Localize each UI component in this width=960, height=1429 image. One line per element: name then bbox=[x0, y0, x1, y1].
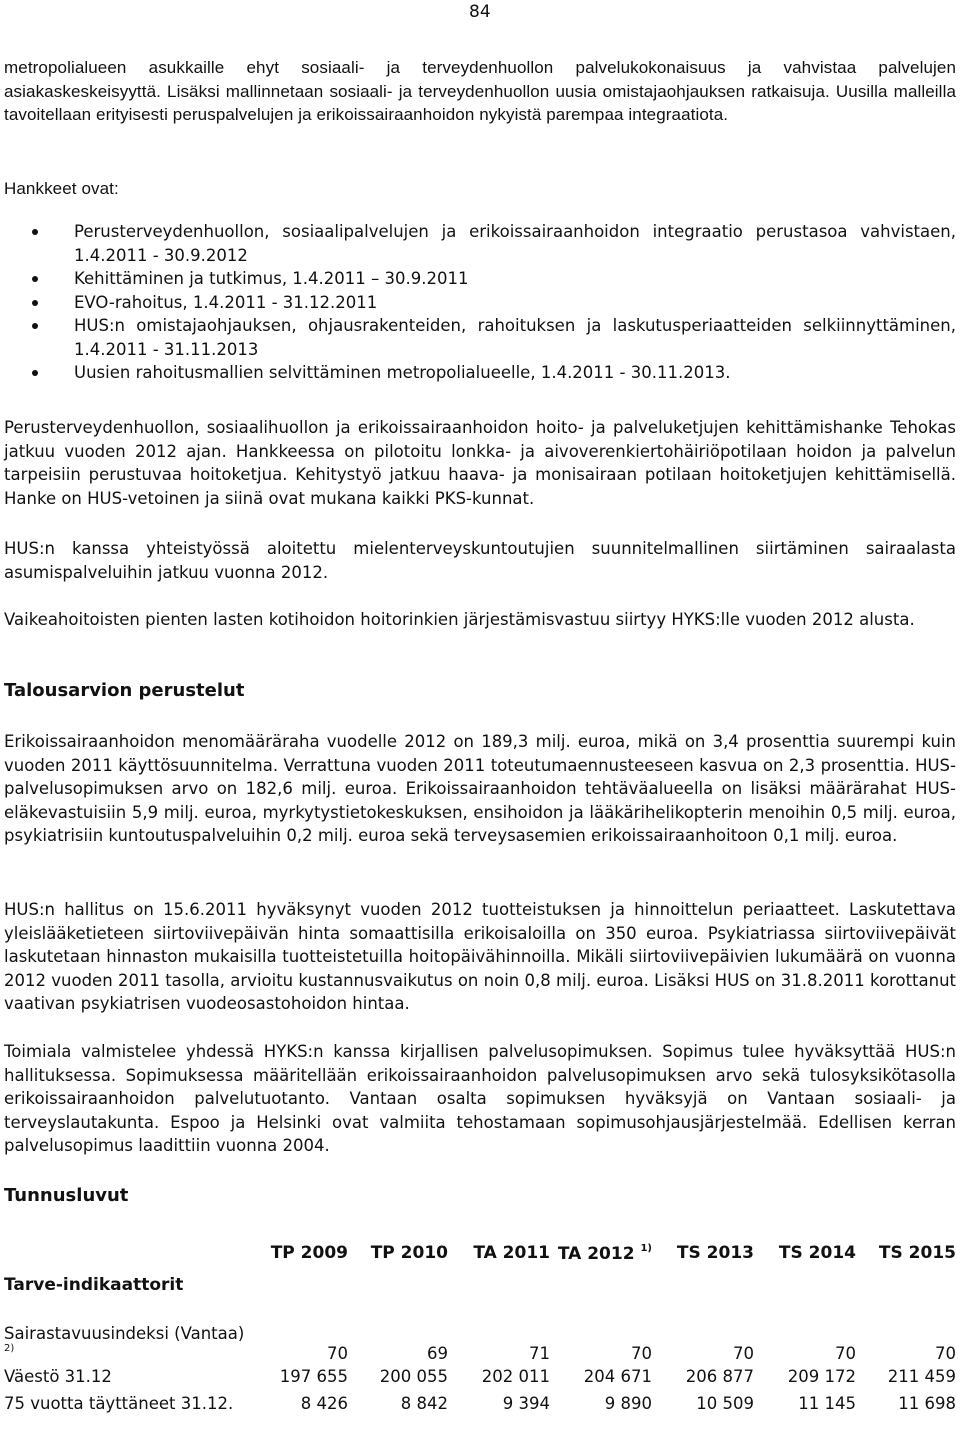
list-item: HUS:n omistajaohjauksen, ohjausrakenteiden, rahoituksen ja laskutusperiaatteiden selkiinnyttäminen, 1.4.2011 - 31.11.2013 bbox=[4, 314, 956, 361]
table-cell: 9 890 bbox=[604, 1394, 652, 1413]
tehokas-paragraph: Perusterveydenhuollon, sosiaalihuollon ja erikoissairaanhoidon hoito- ja palveluketjujen kehittämishanke Tehokas jatkuu vuoden 2012 ajan. Hankkeessa on pilotoitu lonkka- ja aivoverenkiertohäiriöpotilaan hoidon ja palvelun tarpeisiin perustuvaa hoitoketjua. Kehitystyö jatkuu haava- ja monisairaan potilaan hoitoketjujen kehittämisellä. Hanke on HUS-vetoinen ja siinä ovat mukana kaikki PKS-kunnat. bbox=[4, 418, 956, 508]
column-header: TS 2013 bbox=[676, 1243, 754, 1263]
table-cell: 10 509 bbox=[696, 1394, 754, 1413]
mielenterveys-paragraph: HUS:n kanssa yhteistyössä aloitettu mielenterveyskuntoutujien suunnitelmallinen siirtäminen sairaalasta asumispalveluihin jatkuu vuonna 2012. bbox=[4, 539, 956, 582]
table-row bbox=[2, 1324, 960, 1363]
column-header: TP 2009 bbox=[270, 1243, 348, 1263]
table-cell: 209 172 bbox=[787, 1367, 856, 1386]
hankkeet-label: Hankkeet ovat: bbox=[4, 179, 119, 198]
table-cell: 8 842 bbox=[400, 1394, 448, 1413]
table-cell: 69 bbox=[427, 1344, 448, 1363]
tunnusluvut-heading: Tunnusluvut bbox=[4, 1185, 129, 1206]
table-cell: 200 055 bbox=[379, 1367, 448, 1386]
vaikeahoitoiset-paragraph: Vaikeahoitoisten pienten lasten kotihoidon hoitorinkien järjestämisvastuu siirtyy HYKS:lle vuoden 2012 alusta. bbox=[4, 610, 915, 629]
column-header: TP 2010 bbox=[370, 1243, 448, 1263]
table-cell: 70 bbox=[631, 1344, 652, 1363]
row-label: 75 vuotta täyttäneet 31.12. bbox=[4, 1394, 234, 1413]
table-row bbox=[2, 1363, 960, 1390]
table-cell: 202 011 bbox=[481, 1367, 550, 1386]
table-cell: 70 bbox=[835, 1344, 856, 1363]
table-cell: 211 459 bbox=[887, 1367, 956, 1386]
column-header: TA 2012 $^{1)}$ bbox=[557, 1242, 652, 1264]
table-cell: 71 bbox=[529, 1344, 550, 1363]
page-number: 84 bbox=[469, 2, 491, 22]
table-cell: 11 698 bbox=[898, 1394, 956, 1413]
table-cell: 11 145 bbox=[798, 1394, 856, 1413]
table-subheader-row bbox=[2, 1268, 960, 1302]
column-header: TS 2015 bbox=[878, 1243, 956, 1263]
column-header: TS 2014 bbox=[778, 1243, 856, 1263]
table-header-row bbox=[2, 1238, 960, 1268]
table-cell: 206 877 bbox=[685, 1367, 754, 1386]
row-label: Sairastavuusindeksi (Vantaa) $^{2)}$ bbox=[4, 1324, 245, 1354]
talousarvio-paragraph-1: Erikoissairaanhoidon menomääräraha vuodelle 2012 on 189,3 milj. euroa, mikä on 3,4 prosenttia suurempi kuin vuoden 2011 käyttösuunnitelma. Verrattuna vuoden 2011 toteutumaennusteeseen kasvua on 2,3 prosenttia. HUS-palvelusopimuksen arvo on 182,6 milj. euroa. Erikoissairaanhoidon tehtäväalueella on lisäksi määrärahat HUS-eläkevastuisiin 5,9 milj. euroa, myrkytystietokeskuksen, ensihoidon ja lääkärihelikopterin menoihin 0,5 milj. euroa, psykiatrisiin kuntoutuspalveluihin 0,2 milj. euroa sekä terveysasemien erikoissairaanhoitoon 0,1 milj. euroa. bbox=[4, 732, 956, 845]
table-cell: 9 394 bbox=[502, 1394, 550, 1413]
list-item: Kehittäminen ja tutkimus, 1.4.2011 – 30.9.2011 bbox=[4, 267, 956, 291]
table-row bbox=[2, 1390, 960, 1417]
table-cell: 8 426 bbox=[300, 1394, 348, 1413]
table-cell: 197 655 bbox=[279, 1367, 348, 1386]
table-cell: 204 671 bbox=[583, 1367, 652, 1386]
list-item: EVO-rahoitus, 1.4.2011 - 31.12.2011 bbox=[4, 291, 956, 315]
list-item: Perusterveydenhuollon, sosiaalipalvelujen ja erikoissairaanhoidon integraatio perustasoa vahvistaen, 1.4.2011 - 30.9.2012 bbox=[4, 220, 956, 267]
talousarvio-heading: Talousarvion perustelut bbox=[4, 680, 245, 701]
footnote-marker: 1) bbox=[640, 1242, 652, 1254]
list-item: Uusien rahoitusmallien selvittäminen metropolialueelle, 1.4.2011 - 30.11.2013. bbox=[4, 361, 956, 385]
column-header: TA 2011 bbox=[473, 1243, 550, 1263]
talousarvio-paragraph-3: Toimiala valmistelee yhdessä HYKS:n kanssa kirjallisen palvelusopimuksen. Sopimus tulee hyväksyttää HUS:n hallituksessa. Sopimuksessa määritellään erikoissairaanhoidon palvelusopimuksen arvo sekä tulosyksikötasolla erikoissairaanhoidon palvelutuotanto. Vantaan osalta sopimuksen hyväksyjä on Vantaan sosiaali- ja terveyslautakunta. Espoo ja Helsinki ovat valmiita tehostamaan sopimusohjausjärjestelmää. Edellisen kerran palvelusopimus laadittiin vuonna 2004. bbox=[4, 1042, 956, 1155]
talousarvio-paragraph-2: HUS:n hallitus on 15.6.2011 hyväksynyt vuoden 2012 tuotteistuksen ja hinnoittelun periaatteet. Laskutettava yleislääketieteen siirtoviivepäivän hinta somaattisilla erikoisaloilla on 350 euroa. Psykiatriassa siirtoviivepäivät laskutetaan hinnaston mukaisilla tuotteistetuilla hoitopäivähinnoilla. Mikäli siirtoviivepäivien lukumäärä on vuonna 2012 vuoden 2011 tasolla, arvioitu kustannusvaikutus on noin 0,8 milj. euroa. Lisäksi HUS on 31.8.2011 korottanut vaativan psykiatrisen vuodeosastohoidon hintaa. bbox=[4, 900, 956, 1013]
table-cell: 70 bbox=[733, 1344, 754, 1363]
table-cell: 70 bbox=[935, 1344, 956, 1363]
row-header: Tarve-indikaattorit bbox=[4, 1275, 184, 1295]
row-label: Väestö 31.12 bbox=[4, 1367, 112, 1386]
intro-paragraph: metropolialueen asukkaille ehyt sosiaali- ja terveydenhuollon palvelukokonaisuus ja vahvistaa palvelujen asiakaskeskeisyyttä. Lisäksi mallinnetaan sosiaali- ja terveydenhuollon uusia omistajaohjauksen ratkaisuja. Uusilla malleilla tavoitellaan erityisesti peruspalvelujen ja erikoissairaanhoidon nykyistä parempaa integraatiota. bbox=[4, 58, 956, 124]
table-cell: 70 bbox=[327, 1344, 348, 1363]
project-list bbox=[4, 220, 956, 385]
footnote-marker: 2) bbox=[4, 1343, 15, 1354]
kpi-table bbox=[2, 1238, 960, 1417]
